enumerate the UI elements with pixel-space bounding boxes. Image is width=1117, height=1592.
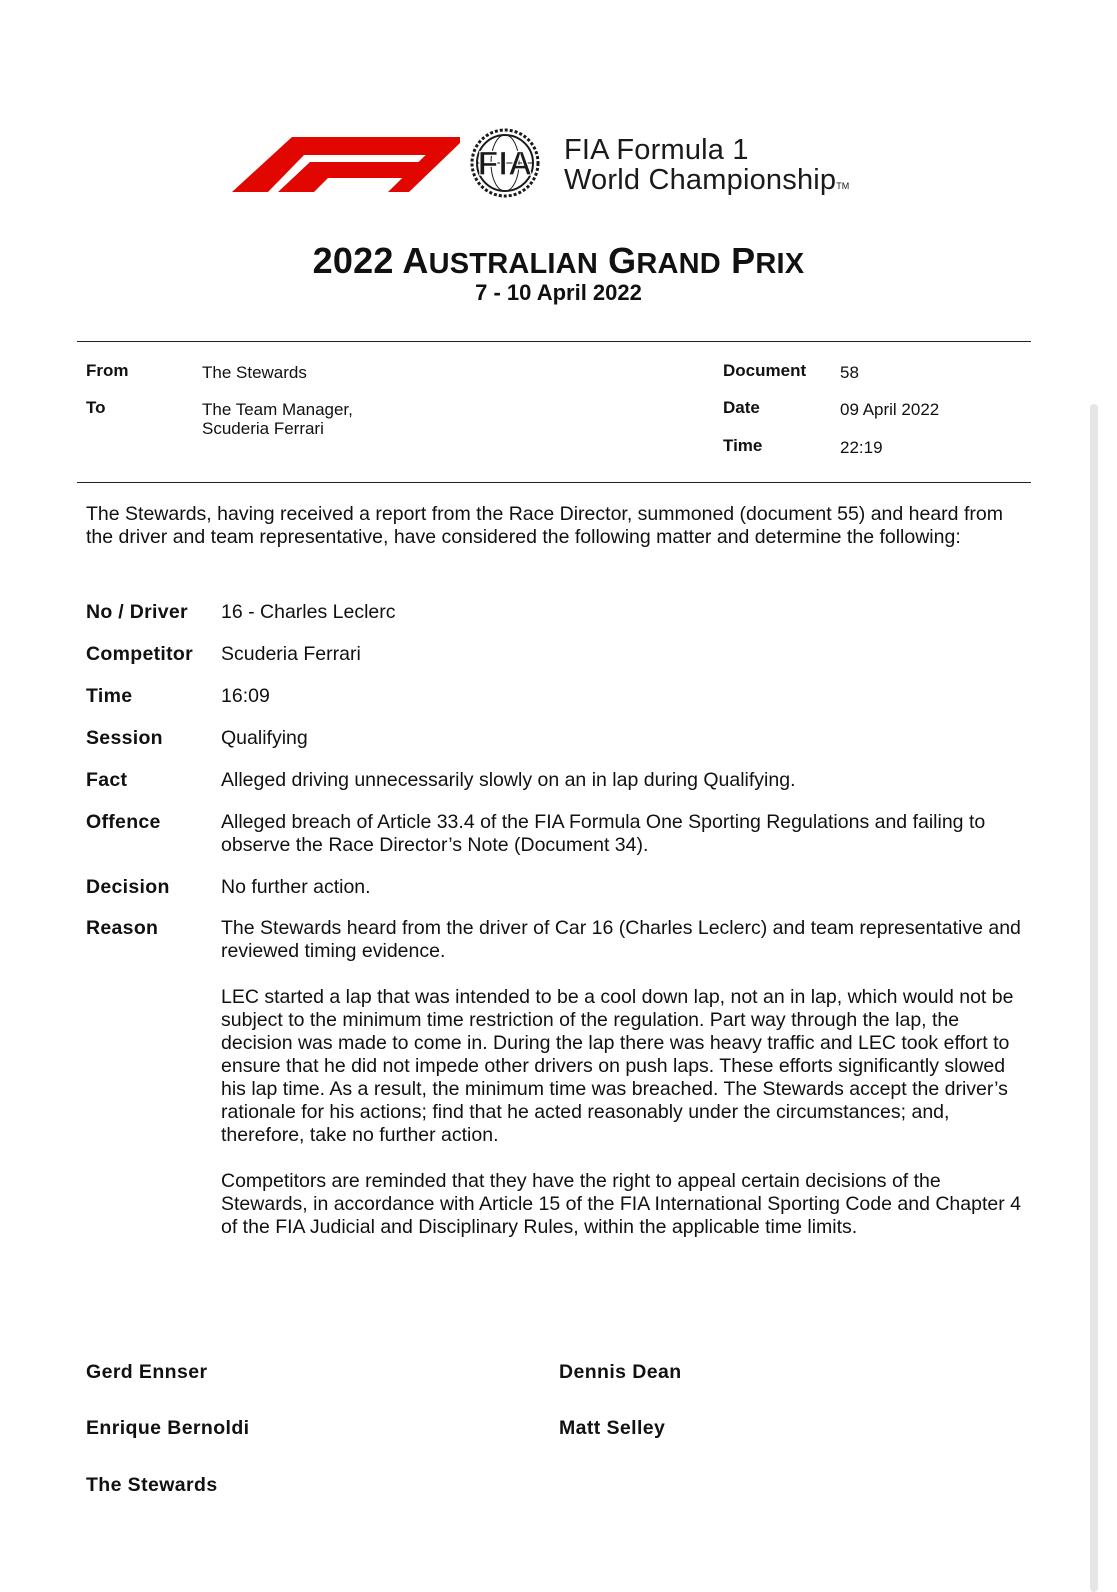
header-logo [232,125,912,205]
driver-label: No / Driver [86,601,188,623]
event-dates: 7 - 10 April 2022 [475,280,642,305]
divider-top [77,341,1031,342]
trademark-mark: TM [836,181,850,191]
fia-seal-icon [457,128,553,198]
competitor-value: Scuderia Ferrari [221,643,361,665]
session-label: Session [86,727,163,749]
time-label: Time [723,436,763,455]
driver-value: 16 - Charles Leclerc [221,601,396,623]
reason-label: Reason [86,917,159,939]
logo-line-2: World ChampionshipTM [564,164,850,196]
divider-bottom [77,482,1031,483]
date-label: Date [723,398,760,417]
fact-value: Alleged driving unnecessarily slowly on an in lap during Qualifying. [221,769,796,791]
incident-time-label: Time [86,685,133,707]
incident-time-value: 16:09 [221,685,270,707]
competitor-label: Competitor [86,643,193,665]
session-value: Qualifying [221,727,308,749]
f1-logo-icon [232,135,460,193]
signature-gerd-ennser: Gerd Ennser [86,1361,208,1383]
from-label: From [86,361,129,380]
signature-matt-selley: Matt Selley [559,1417,666,1439]
offence-value: Alleged breach of Article 33.4 of the FIA Formula One Sporting Regulations and failing to observe the Race Director’s Note (Document 34). [221,811,986,856]
to-value: The Team Manager, Scuderia Ferrari [202,400,353,438]
reason-paragraph-3: Competitors are reminded that they have the right to appeal certain decisions of the Stewards, in accordance with Article 15 of the FIA International Sporting Code and Chapter 4 of the FIA Judicial and Disciplinary Rules, within the applicable time limits. [221,1170,1021,1238]
championship-wordmark [564,135,849,201]
event-title: 2022 AUSTRALIAN GRAND PRIX [312,240,805,281]
date-value: 09 April 2022 [840,400,940,419]
document-value: 58 [840,363,859,382]
signature-enrique-bernoldi: Enrique Bernoldi [86,1417,250,1439]
decision-value: No further action. [221,876,371,898]
logo-line-1: FIA Formula 1 [564,134,749,166]
reason-value [221,917,1021,1262]
reason-paragraph-1: The Stewards heard from the driver of Car 16 (Charles Leclerc) and team representative and reviewed timing evidence. [221,917,1021,962]
document-label: Document [723,361,807,380]
time-value: 22:19 [840,438,883,457]
vertical-scrollbar[interactable] [1090,404,1098,1592]
offence-label: Offence [86,811,161,833]
from-value: The Stewards [202,363,307,382]
signature-footer: The Stewards [86,1474,218,1496]
svg-text:FIA: FIA [477,145,533,183]
reason-paragraph-2: LEC started a lap that was intended to be a cool down lap, not an in lap, which would not be subject to the minimum time restriction of the regulation. Part way through the lap, the decision was made to come in. During the lap there was heavy traffic and LEC took effort to ensure that he did not impede other drivers on push laps. These efforts significantly slowed his lap time. As a result, the minimum time was breached. The Stewards accept the driver’s rationale for his actions; find that he acted reasonably under the circumstances; and, therefore, take no further action. [221,986,1014,1146]
decision-label: Decision [86,876,170,898]
intro-paragraph: The Stewards, having received a report from the Race Director, summoned (document 55) and heard from the driver and team representative, have considered the following matter and determine the following: [86,503,1003,548]
signature-dennis-dean: Dennis Dean [559,1361,682,1383]
fact-label: Fact [86,769,128,791]
to-label: To [86,398,106,417]
